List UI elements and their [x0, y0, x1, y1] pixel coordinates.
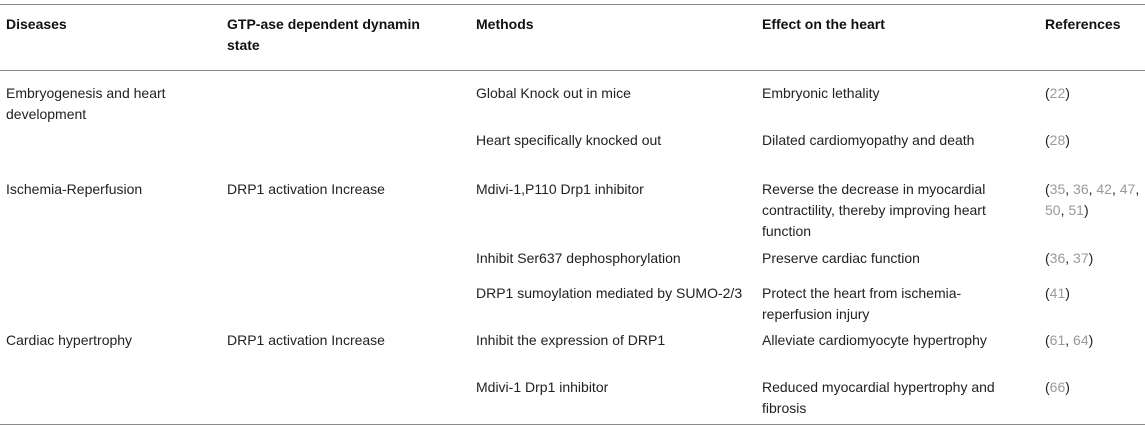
cell-references: (66) — [1045, 379, 1070, 395]
header-methods: Methods — [476, 16, 534, 32]
cell-effect: Embryonic lethality — [762, 85, 880, 101]
cell-references: (35, 36, 42, 47, 50, 51) — [1045, 181, 1140, 218]
cell-references: (36, 37) — [1045, 250, 1094, 266]
reference-link[interactable]: 41 — [1049, 285, 1066, 301]
cell-effect: Reverse the decrease in myocardial contractility, thereby improving heart function — [762, 181, 986, 239]
cell-dynamin-state: DRP1 activation Increase — [227, 181, 385, 197]
table-header-row — [0, 14, 1145, 70]
cell-method: Mdivi-1 Drp1 inhibitor — [476, 379, 609, 395]
table-row — [0, 248, 1145, 283]
reference-link[interactable]: 61 — [1049, 332, 1066, 348]
cell-disease: Embryogenesis and heart development — [6, 85, 166, 122]
header-effect: Effect on the heart — [762, 16, 885, 32]
reference-link[interactable]: 42 — [1096, 181, 1112, 197]
cell-method: Inhibit Ser637 dephosphorylation — [476, 250, 681, 266]
cell-references: (41) — [1045, 285, 1070, 301]
reference-link[interactable]: 22 — [1049, 85, 1066, 101]
reference-link[interactable]: 28 — [1049, 132, 1066, 148]
cell-effect: Preserve cardiac function — [762, 250, 920, 266]
cell-effect: Alleviate cardiomyocyte hypertrophy — [762, 332, 987, 348]
cell-effect: Reduced myocardial hypertrophy and fibrosis — [762, 379, 995, 416]
reference-link[interactable]: 36 — [1073, 181, 1089, 197]
reference-link[interactable]: 35 — [1049, 181, 1066, 197]
reference-link[interactable]: 50 — [1045, 202, 1061, 218]
header-references: References — [1045, 16, 1121, 32]
cell-effect: Dilated cardiomyopathy and death — [762, 132, 975, 148]
cell-method: Inhibit the expression of DRP1 — [476, 332, 666, 348]
table-header-rule — [0, 70, 1145, 71]
cell-disease: Cardiac hypertrophy — [6, 332, 133, 348]
table-body — [0, 83, 1145, 424]
table-row — [0, 377, 1145, 424]
table-row — [0, 330, 1145, 377]
reference-link[interactable]: 47 — [1119, 181, 1136, 197]
header-dynamin-state: GTP-ase dependent dynamin state — [227, 16, 420, 53]
header-diseases: Diseases — [6, 16, 67, 32]
cell-dynamin-state: DRP1 activation Increase — [227, 332, 385, 348]
cell-effect: Protect the heart from ischemia-reperfusion injury — [762, 285, 962, 322]
reference-link[interactable]: 36 — [1049, 250, 1066, 266]
cell-method: Mdivi-1,P110 Drp1 inhibitor — [476, 181, 644, 197]
reference-link[interactable]: 51 — [1068, 202, 1084, 218]
cell-method: DRP1 sumoylation mediated by SUMO-2/3 — [476, 285, 743, 301]
table-row — [0, 179, 1145, 248]
cell-references: (22) — [1045, 85, 1070, 101]
cell-disease: Ischemia-Reperfusion — [6, 181, 143, 197]
table-row — [0, 83, 1145, 130]
cell-references: (28) — [1045, 132, 1070, 148]
reference-link[interactable]: 37 — [1073, 250, 1089, 266]
cell-method: Global Knock out in mice — [476, 85, 631, 101]
data-table — [0, 4, 1145, 425]
table-row — [0, 130, 1145, 179]
reference-link[interactable]: 64 — [1073, 332, 1089, 348]
table-top-rule — [0, 4, 1145, 5]
cell-method: Heart specifically knocked out — [476, 132, 662, 148]
cell-references: (61, 64) — [1045, 332, 1094, 348]
table-row — [0, 283, 1145, 330]
reference-link[interactable]: 66 — [1049, 379, 1066, 395]
